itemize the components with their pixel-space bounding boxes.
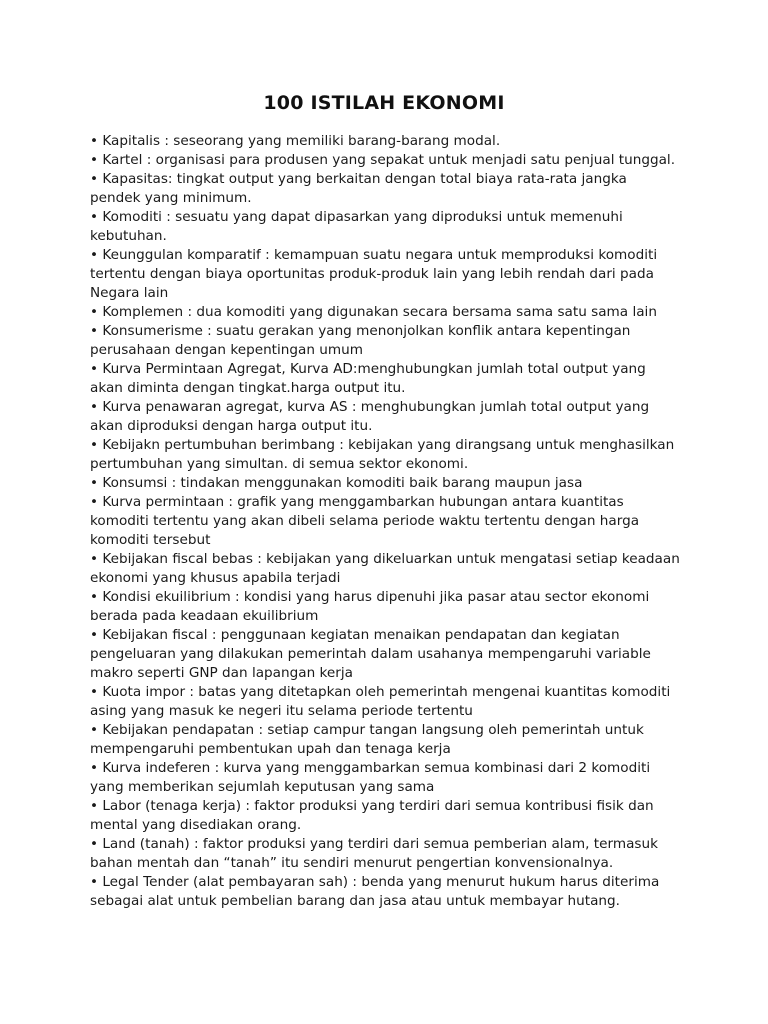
- term-entry: • Kapasitas: tingkat output yang berkaitan dengan total biaya rata-rata jangka pendek yang minimum.: [90, 171, 627, 206]
- term-entry: • Kurva Permintaan Agregat, Kurva AD:menghubungkan jumlah total output yang akan diminta dengan tingkat.harga output itu.: [90, 361, 646, 396]
- term-entry: • Legal Tender (alat pembayaran sah) : benda yang menurut hukum harus diterima sebagai alat untuk pembelian barang dan jasa atau untuk membayar hutang.: [90, 874, 660, 909]
- term-entry: • Kapitalis : seseorang yang memiliki barang-barang modal.: [90, 133, 501, 149]
- term-entry: • Kebijakan fiscal : penggunaan kegiatan menaikan pendapatan dan kegiatan pengeluaran yang dilakukan pemerintah dalam usahanya mempengaruhi variable makro seperti GNP dan lapangan kerja: [90, 627, 651, 681]
- term-entry: • Konsumerisme : suatu gerakan yang menonjolkan konflik antara kepentingan perusahaan dengan kepentingan umum: [90, 323, 631, 358]
- page-title: 100 ISTILAH EKONOMI: [263, 92, 505, 114]
- term-entry: • Kurva indeferen : kurva yang menggambarkan semua kombinasi dari 2 komoditi yang memberikan sejumlah keputusan yang sama: [90, 760, 651, 795]
- term-entry: • Kurva penawaran agregat, kurva AS : menghubungkan jumlah total output yang akan diproduksi dengan harga output itu.: [90, 399, 650, 434]
- term-entry: • Komplemen : dua komoditi yang digunakan secara bersama sama satu sama lain: [90, 304, 657, 320]
- term-entry: • Labor (tenaga kerja) : faktor produksi yang terdiri dari semua kontribusi fisik dan mental yang disediakan orang.: [90, 798, 654, 833]
- term-entry: • Kondisi ekuilibrium : kondisi yang harus dipenuhi jika pasar atau sector ekonomi berada pada keadaan ekuilibrium: [90, 589, 650, 624]
- term-entry: • Kebijakan pendapatan : setiap campur tangan langsung oleh pemerintah untuk mempengaruhi pembentukan upah dan tenaga kerja: [90, 722, 644, 757]
- term-entry: • Kurva permintaan : grafik yang menggambarkan hubungan antara kuantitas komoditi tertentu yang akan dibeli selama periode waktu tertentu dengan harga komoditi tersebut: [90, 494, 640, 548]
- term-entry: • Land (tanah) : faktor produksi yang terdiri dari semua pemberian alam, termasuk bahan mentah dan “tanah” itu sendiri menurut pengertian konvensionalnya.: [90, 836, 658, 871]
- term-entry: • Kuota impor : batas yang ditetapkan oleh pemerintah mengenai kuantitas komoditi asing yang masuk ke negeri itu selama periode tertentu: [90, 684, 671, 719]
- term-entry: • Komoditi : sesuatu yang dapat dipasarkan yang diproduksi untuk memenuhi kebutuhan.: [90, 209, 623, 244]
- term-entry: • Konsumsi : tindakan menggunakan komoditi baik barang maupun jasa: [90, 475, 583, 491]
- term-list: [90, 132, 680, 911]
- term-entry: • Kebijakn pertumbuhan berimbang : kebijakan yang dirangsang untuk menghasilkan pertumbuhan yang simultan. di semua sektor ekonomi.: [90, 437, 675, 472]
- term-entry: • Kebijakan fiscal bebas : kebijakan yang dikeluarkan untuk mengatasi setiap keadaan ekonomi yang khusus apabila terjadi: [90, 551, 680, 586]
- term-entry: • Keunggulan komparatif : kemampuan suatu negara untuk memproduksi komoditi tertentu dengan biaya oportunitas produk-produk lain yang lebih rendah dari pada Negara lain: [90, 247, 658, 301]
- term-entry: • Kartel : organisasi para produsen yang sepakat untuk menjadi satu penjual tunggal.: [90, 152, 676, 168]
